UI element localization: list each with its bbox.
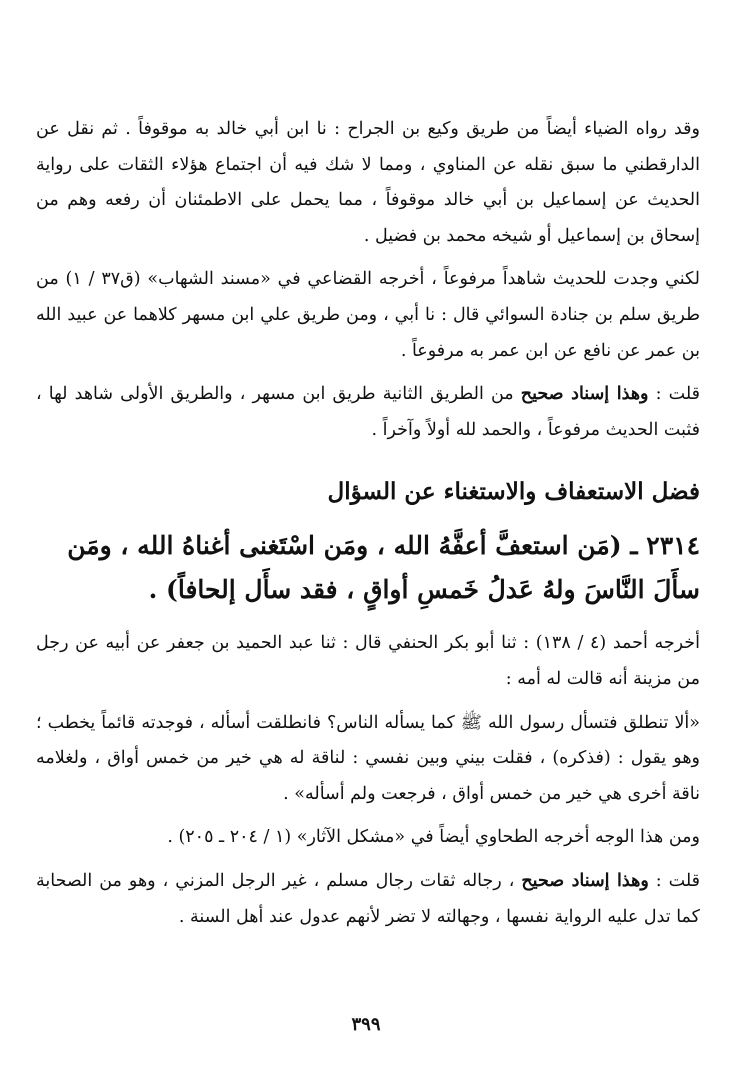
ruling-bold-text: وهذا إسناد صحيح — [521, 870, 649, 891]
ruling-prefix: قلت : — [648, 870, 700, 891]
hadith-text: ٢٣١٤ ـ (مَن استعفَّ أعفَّهُ الله ، ومَن اسْتَغنى أغناهُ الله ، ومَن سأَلَ النَّاسَ ولهُ عَدلُ خَمسِ أواقٍ ، فقد سأَل إلحافاً) . — [67, 531, 700, 605]
paragraph-isnad-ruling-2 — [36, 864, 700, 935]
ruling-rest: ، رجاله ثقات رجال مسلم ، غير الرجل المزني ، وهو من الصحابة كما تدل عليه الرواية نفسها ، وجهالته لا تضر لأنهم عدول عند أهل السنة . — [36, 870, 700, 927]
paragraph-ahmad-takhrij: أخرجه أحمد (٤ / ١٣٨) : ثنا أبو بكر الحنفي قال : ثنا عبد الحميد بن جعفر عن أبيه عن رجل من مزينة أنه قالت له أمه : — [36, 633, 700, 689]
paragraph-tahawi-takhrij: ومن هذا الوجه أخرجه الطحاوي أيضاً في «مشكل الآثار» (١ / ٢٠٤ ـ ٢٠٥) . — [167, 827, 700, 848]
ruling-rest: من الطريق الثانية طريق ابن مسهر ، والطريق الأولى شاهد لها ، فثبت الحديث مرفوعاً ، والحمد لله أولاً وآخراً . — [36, 384, 700, 440]
paragraph-isnad-ruling-1 — [36, 377, 700, 448]
section-heading: فضل الاستعفاف والاستغناء عن السؤال — [327, 478, 700, 506]
paragraph-story-quote: «ألا تنطلق فتسأل رسول الله ﷺ كما يسأله الناس؟ فانطلقت أسأله ، فوجدته قائماً يخطب ؛ وهو يقول : (فذكره) ، فقلت بيني وبين نفسي : لناقة له هي خير من خمس أواق ، ولغلامه ناقة أخرى هي خير من خمس أواق ، فرجعت ولم أسأله» . — [36, 712, 700, 804]
paragraph-witness-hadith: لكني وجدت للحديث شاهداً مرفوعاً ، أخرجه القضاعي في «مسند الشهاب» (ق٣٧ / ١) من طريق سلم بن جنادة السوائي قال : نا أبي ، ومن طريق علي ابن مسهر كلاهما عن عبيد الله بن عمر عن نافع عن ابن عمر به مرفوعاً . — [36, 269, 700, 361]
ruling-prefix: قلت : — [648, 384, 700, 405]
page-number: ٣٩٩ — [351, 1014, 381, 1035]
paragraph-diya-narration: وقد رواه الضياء أيضاً من طريق وكيع بن الجراح : نا ابن أبي خالد به موقوفاً . ثم نقل عن الدارقطني ما سبق نقله عن المناوي ، ومما لا شك فيه أن اجتماع هؤلاء الثقات على رواية الحديث عن إسماعيل بن أبي خالد موقوفاً ، مما يحمل على الاطمئنان أن رفعه وهم من إسحاق بن إسماعيل أو شيخه محمد بن فضيل . — [36, 119, 700, 246]
ruling-bold-text: وهذا إسناد صحيح — [520, 384, 649, 405]
